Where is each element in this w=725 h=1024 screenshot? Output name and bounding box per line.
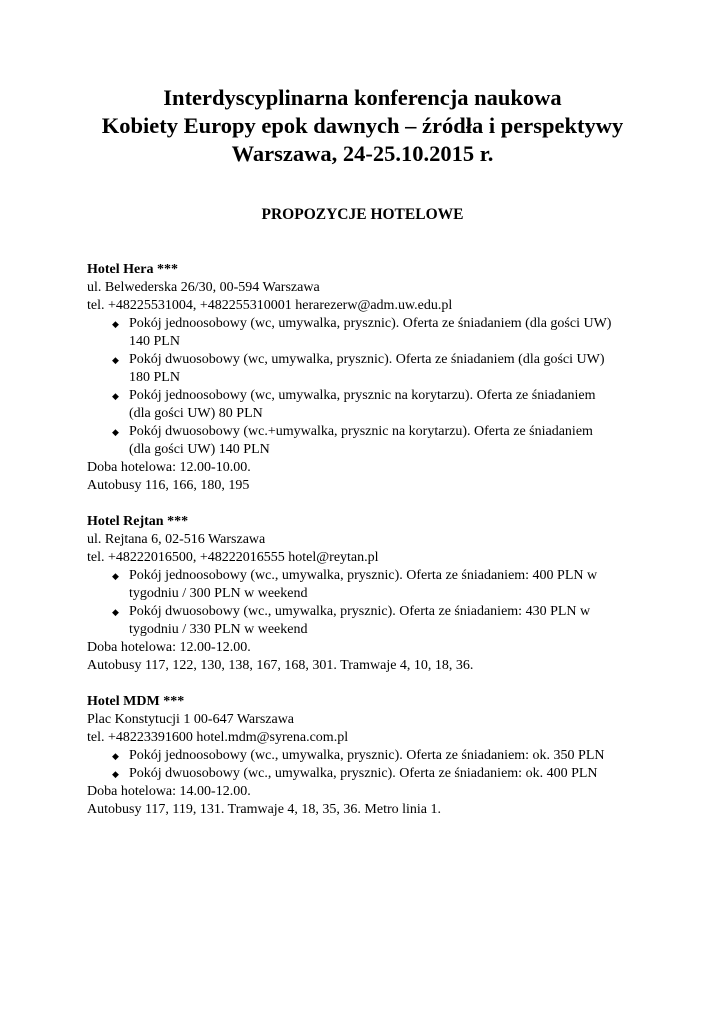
hotel-address: ul. Belwederska 26/30, 00-594 Warszawa: [87, 280, 320, 295]
conference-header: [0, 84, 725, 168]
offer-item: [87, 351, 647, 387]
offer-line: Pokój dwuosobowy (wc.+umywalka, prysznic na korytarzu). Oferta ze śniadaniem: [129, 424, 593, 439]
hotel-transport: Autobusy 117, 122, 130, 138, 167, 168, 301. Tramwaje 4, 10, 18, 36.: [87, 658, 474, 673]
conference-title: Interdyscyplinarna konferencja naukowa: [163, 85, 562, 110]
offer-item: [87, 315, 647, 351]
diamond-bullet-icon: ◆: [112, 355, 119, 365]
offer-item: [87, 747, 647, 765]
hotel-doba: Doba hotelowa: 12.00-12.00.: [87, 640, 251, 655]
hotel-rejtan: [87, 513, 647, 675]
diamond-bullet-icon: ◆: [112, 769, 119, 779]
hotel-contact: tel. +48225531004, +482255310001 herarezerw@adm.uw.edu.pl: [87, 298, 453, 313]
hotel-list: [87, 261, 647, 837]
hotel-mdm: [87, 693, 647, 819]
offer-list: [87, 567, 647, 639]
offer-list: [87, 747, 647, 783]
offer-line: Pokój jednoosobowy (wc, umywalka, prysznic). Oferta ze śniadaniem (dla gości UW): [129, 316, 612, 331]
hotel-name: Hotel MDM ***: [87, 694, 185, 709]
hotel-transport: Autobusy 117, 119, 131. Tramwaje 4, 18, 35, 36. Metro linia 1.: [87, 802, 442, 817]
conference-subtitle: Kobiety Europy epok dawnych – źródła i perspektywy: [101, 113, 624, 138]
hotel-address: Plac Konstytucji 1 00-647 Warszawa: [87, 712, 295, 727]
hotel-doba: Doba hotelowa: 12.00-10.00.: [87, 460, 251, 475]
diamond-bullet-icon: ◆: [112, 427, 119, 437]
offer-line: Pokój jednoosobowy (wc, umywalka, prysznic na korytarzu). Oferta ze śniadaniem: [129, 388, 596, 403]
hotel-doba: Doba hotelowa: 14.00-12.00.: [87, 784, 251, 799]
offer-line: tygodniu / 300 PLN w weekend: [129, 586, 308, 601]
hotel-name: Hotel Hera ***: [87, 262, 178, 277]
offer-item: [87, 387, 647, 423]
diamond-bullet-icon: ◆: [112, 391, 119, 401]
diamond-bullet-icon: ◆: [112, 751, 119, 761]
diamond-bullet-icon: ◆: [112, 571, 119, 581]
offer-line: (dla gości UW) 140 PLN: [129, 442, 270, 457]
hotel-contact: tel. +48222016500, +48222016555 hotel@reytan.pl: [87, 550, 379, 565]
offer-line: Pokój jednoosobowy (wc., umywalka, prysznic). Oferta ze śniadaniem: ok. 350 PLN: [129, 748, 605, 763]
offer-line: 180 PLN: [129, 370, 180, 385]
offer-line: Pokój dwuosobowy (wc., umywalka, prysznic). Oferta ze śniadaniem: ok. 400 PLN: [129, 766, 598, 781]
offer-list: [87, 315, 647, 459]
hotel-transport: Autobusy 116, 166, 180, 195: [87, 478, 250, 493]
offer-line: 140 PLN: [129, 334, 180, 349]
offer-line: Pokój dwuosobowy (wc., umywalka, prysznic). Oferta ze śniadaniem: 430 PLN w: [129, 604, 591, 619]
conference-place-date: Warszawa, 24-25.10.2015 r.: [231, 141, 494, 166]
hotel-name: Hotel Rejtan ***: [87, 514, 189, 529]
offer-item: [87, 603, 647, 639]
offer-line: tygodniu / 330 PLN w weekend: [129, 622, 308, 637]
offer-item: [87, 423, 647, 459]
offer-line: Pokój jednoosobowy (wc., umywalka, prysznic). Oferta ze śniadaniem: 400 PLN w: [129, 568, 598, 583]
diamond-bullet-icon: ◆: [112, 319, 119, 329]
hotel-address: ul. Rejtana 6, 02-516 Warszawa: [87, 532, 266, 547]
hotel-hera: [87, 261, 647, 495]
offer-item: [87, 567, 647, 603]
section-title: PROPOZYCJE HOTELOWE: [261, 206, 464, 223]
offer-line: (dla gości UW) 80 PLN: [129, 406, 263, 421]
hotel-contact: tel. +48223391600 hotel.mdm@syrena.com.pl: [87, 730, 349, 745]
offer-item: [87, 765, 647, 783]
offer-line: Pokój dwuosobowy (wc, umywalka, prysznic). Oferta ze śniadaniem (dla gości UW): [129, 352, 605, 367]
diamond-bullet-icon: ◆: [112, 607, 119, 617]
